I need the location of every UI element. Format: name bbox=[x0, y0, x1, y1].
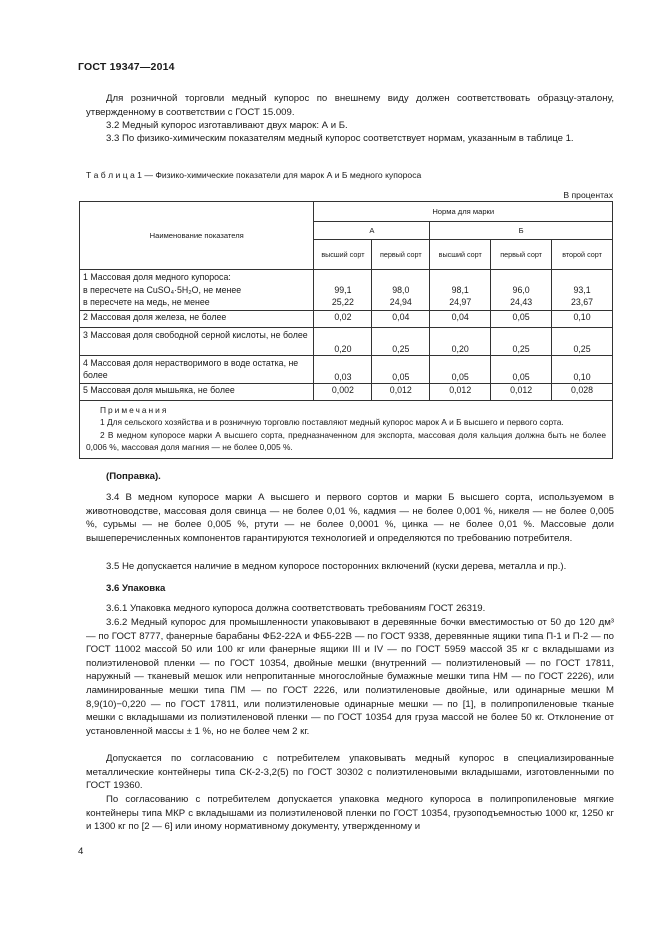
document-header: ГОСТ 19347—2014 bbox=[78, 61, 175, 73]
table-cell: 0,012 bbox=[430, 383, 491, 400]
table-caption: Т а б л и ц а 1 — Физико-химические показатели для марок А и Б медного купороса bbox=[86, 170, 422, 180]
table-cell: 99,1 bbox=[334, 284, 352, 295]
table-cell: 0,012 bbox=[491, 383, 552, 400]
row-label: 1 Массовая доля медного купороса: bbox=[83, 272, 231, 282]
table-cell: 0,002 bbox=[314, 383, 372, 400]
paragraph-3-6-1: 3.6.1 Упаковка медного купороса должна соответствовать требованиям ГОСТ 26319. bbox=[106, 603, 486, 614]
row-sublabel: в пересчете на CuSO₄·5H₂O, не менее bbox=[83, 284, 242, 295]
table-cell: 0,02 bbox=[314, 310, 372, 327]
paragraph-mkr: По согласованию с потребителем допускается упаковка медного купороса в полипропиленовые мягкие контейнеры типа МКР с вкладышами из полиэтиленовой пленки по ГОСТ 10354, грузоподъемностью 1000 кг, 1250 кг и 1300 кг по [2 — 6] или иному нормативному документу, утвержденному и bbox=[86, 794, 614, 833]
note-2: 2 В медном купоросе марки А высшего сорта, предназначенном для экспорта, массовая доля кальция должна быть не более 0,006 %, массовая доля магния — не более 0,005 %. bbox=[86, 429, 606, 453]
table-notes-row bbox=[80, 400, 613, 458]
table-cell: 0,20 bbox=[430, 327, 491, 355]
paragraph-3-6-2: 3.6.2 Медный купорос для промышленности упаковывают в деревянные бочки вместимостью от 50 до 120 дм³ — по ГОСТ 8777, фанерные барабаны ФБ2-22А и ФБ5-22В — по ГОСТ 9338, деревянные ящики типа П-1 и П-2 — по ГОСТ 11002 массой 50 или 100 кг или фанерные ящики III и IV — по ГОСТ 5959 массой 35 кг с вкладышами из полиэтиленовой пленки — по ГОСТ 10354, двойные мешки (внутренний — полиэтиленовый — по ГОСТ 17811, наружный — тканевый мешок или непропитанные многослойные бумажные мешки типа НМ — по ГОСТ 2226), или ламинированные мешки типа ПМ — по ГОСТ 2226, или полиэтиленовые двойные, или одинарные мешки М 8,9(10)−0,220 — по ГОСТ 17811, или полиэтиленовые одинарные мешки — по [1], в полипропиленовые тканые мешки с вкладышами из полиэтиленовой пленки — по ГОСТ 10354 для груза массой не более 50 кг. Отклонение от установленной массы ± 1 %, но не более чем 2 кг. bbox=[86, 617, 614, 737]
table-cell: 0,05 bbox=[491, 355, 552, 383]
table-cell: 24,43 bbox=[510, 297, 533, 308]
table-cell: 0,04 bbox=[372, 310, 430, 327]
grade-header: первый сорт bbox=[491, 240, 552, 270]
physicochemical-table bbox=[79, 201, 613, 459]
table-cell: 24,94 bbox=[389, 297, 412, 308]
table-row bbox=[80, 310, 613, 327]
table-cell: 0,10 bbox=[552, 355, 613, 383]
grade-header: первый сорт bbox=[372, 240, 430, 270]
table-cell: 98,1 bbox=[451, 284, 469, 295]
paragraph-3-3: 3.3 По физико-химическим показателям медный купорос соответствует нормам, указанным в таблице 1. bbox=[106, 133, 574, 144]
note-1: 1 Для сельского хозяйства и в розничную торговлю поставляют медный купорос марок А и Б высшего и первого сорта. bbox=[100, 417, 564, 428]
table-row bbox=[80, 270, 613, 311]
table-cell: 98,0 bbox=[392, 284, 410, 295]
row-label: 2 Массовая доля железа, не более bbox=[80, 310, 314, 327]
table-cell: 0,25 bbox=[491, 327, 552, 355]
table-cell: 0,20 bbox=[314, 327, 372, 355]
table-cell: 0,012 bbox=[372, 383, 430, 400]
table-cell: 0,028 bbox=[552, 383, 613, 400]
section-3-6-heading: 3.6 Упаковка bbox=[106, 583, 166, 594]
table-cell: 0,05 bbox=[372, 355, 430, 383]
table-cell: 0,25 bbox=[552, 327, 613, 355]
table-cell: 0,05 bbox=[491, 310, 552, 327]
paragraph-3-5: 3.5 Не допускается наличие в медном купоросе посторонних включений (куски дерева, металла и пр.). bbox=[106, 561, 567, 572]
grade-header: второй сорт bbox=[552, 240, 613, 270]
header-mark-b: Б bbox=[430, 222, 613, 240]
table-cell: 96,0 bbox=[512, 284, 530, 295]
notes-title: Примечания bbox=[100, 404, 169, 415]
row-sublabel: в пересчете на медь, не менее bbox=[83, 297, 210, 308]
table-cell: 0,03 bbox=[314, 355, 372, 383]
table-row bbox=[80, 383, 613, 400]
page-number: 4 bbox=[78, 846, 84, 857]
table-cell: 0,25 bbox=[372, 327, 430, 355]
table-cell: 0,10 bbox=[552, 310, 613, 327]
row-label: 5 Массовая доля мышьяка, не более bbox=[80, 383, 314, 400]
table-cell: 25,22 bbox=[331, 297, 354, 308]
table-row bbox=[80, 327, 613, 355]
grade-header: высший сорт bbox=[430, 240, 491, 270]
table-cell: 93,1 bbox=[573, 284, 591, 295]
amendment-note: (Поправка). bbox=[106, 471, 161, 482]
paragraph-etalon: Для розничной торговли медный купорос по внешнему виду должен соответствовать образцу-эталону, утвержденному в соответствии с ГОСТ 15.009. bbox=[86, 93, 614, 118]
table-cell: 24,97 bbox=[449, 297, 472, 308]
row-label: 4 Массовая доля нерастворимого в воде остатка, не более bbox=[80, 355, 314, 383]
paragraph-3-2: 3.2 Медный купорос изготавливают двух марок: А и Б. bbox=[106, 120, 348, 131]
paragraph-3-4: 3.4 В медном купоросе марки А высшего и первого сортов и марки Б высшего сорта, используемом в животноводстве, массовая доля свинца — не более 0,01 %, кадмия — не более 0,001 %, никеля — не более 0,005 %, сурьмы — не более 0,005 %, ртути — не более 0,0001 %, цинка — не более 0,01 %. Массовые доли вышеперечисленных компонентов гарантируются технологией и определяются по требованию потребителя. bbox=[86, 492, 614, 544]
table-cell: 0,05 bbox=[430, 355, 491, 383]
paragraph-containers: Допускается по согласованию с потребителем упаковывать медный купорос в специализированные металлические контейнеры типа СК-2-3,2(5) по ГОСТ 30302 с полиэтиленовыми вкладышами, изготовленными по ГОСТ 19360. bbox=[86, 753, 614, 792]
header-mark-a: А bbox=[314, 222, 430, 240]
grade-header: высший сорт bbox=[314, 240, 372, 270]
table-row bbox=[80, 355, 613, 383]
table-unit: В процентах bbox=[563, 190, 613, 200]
row-label: 3 Массовая доля свободной серной кислоты, не более bbox=[80, 327, 314, 355]
table-cell: 23,67 bbox=[571, 297, 594, 308]
header-norm: Норма для марки bbox=[314, 202, 613, 222]
table-cell: 0,04 bbox=[430, 310, 491, 327]
header-name: Наименование показателя bbox=[80, 202, 314, 270]
